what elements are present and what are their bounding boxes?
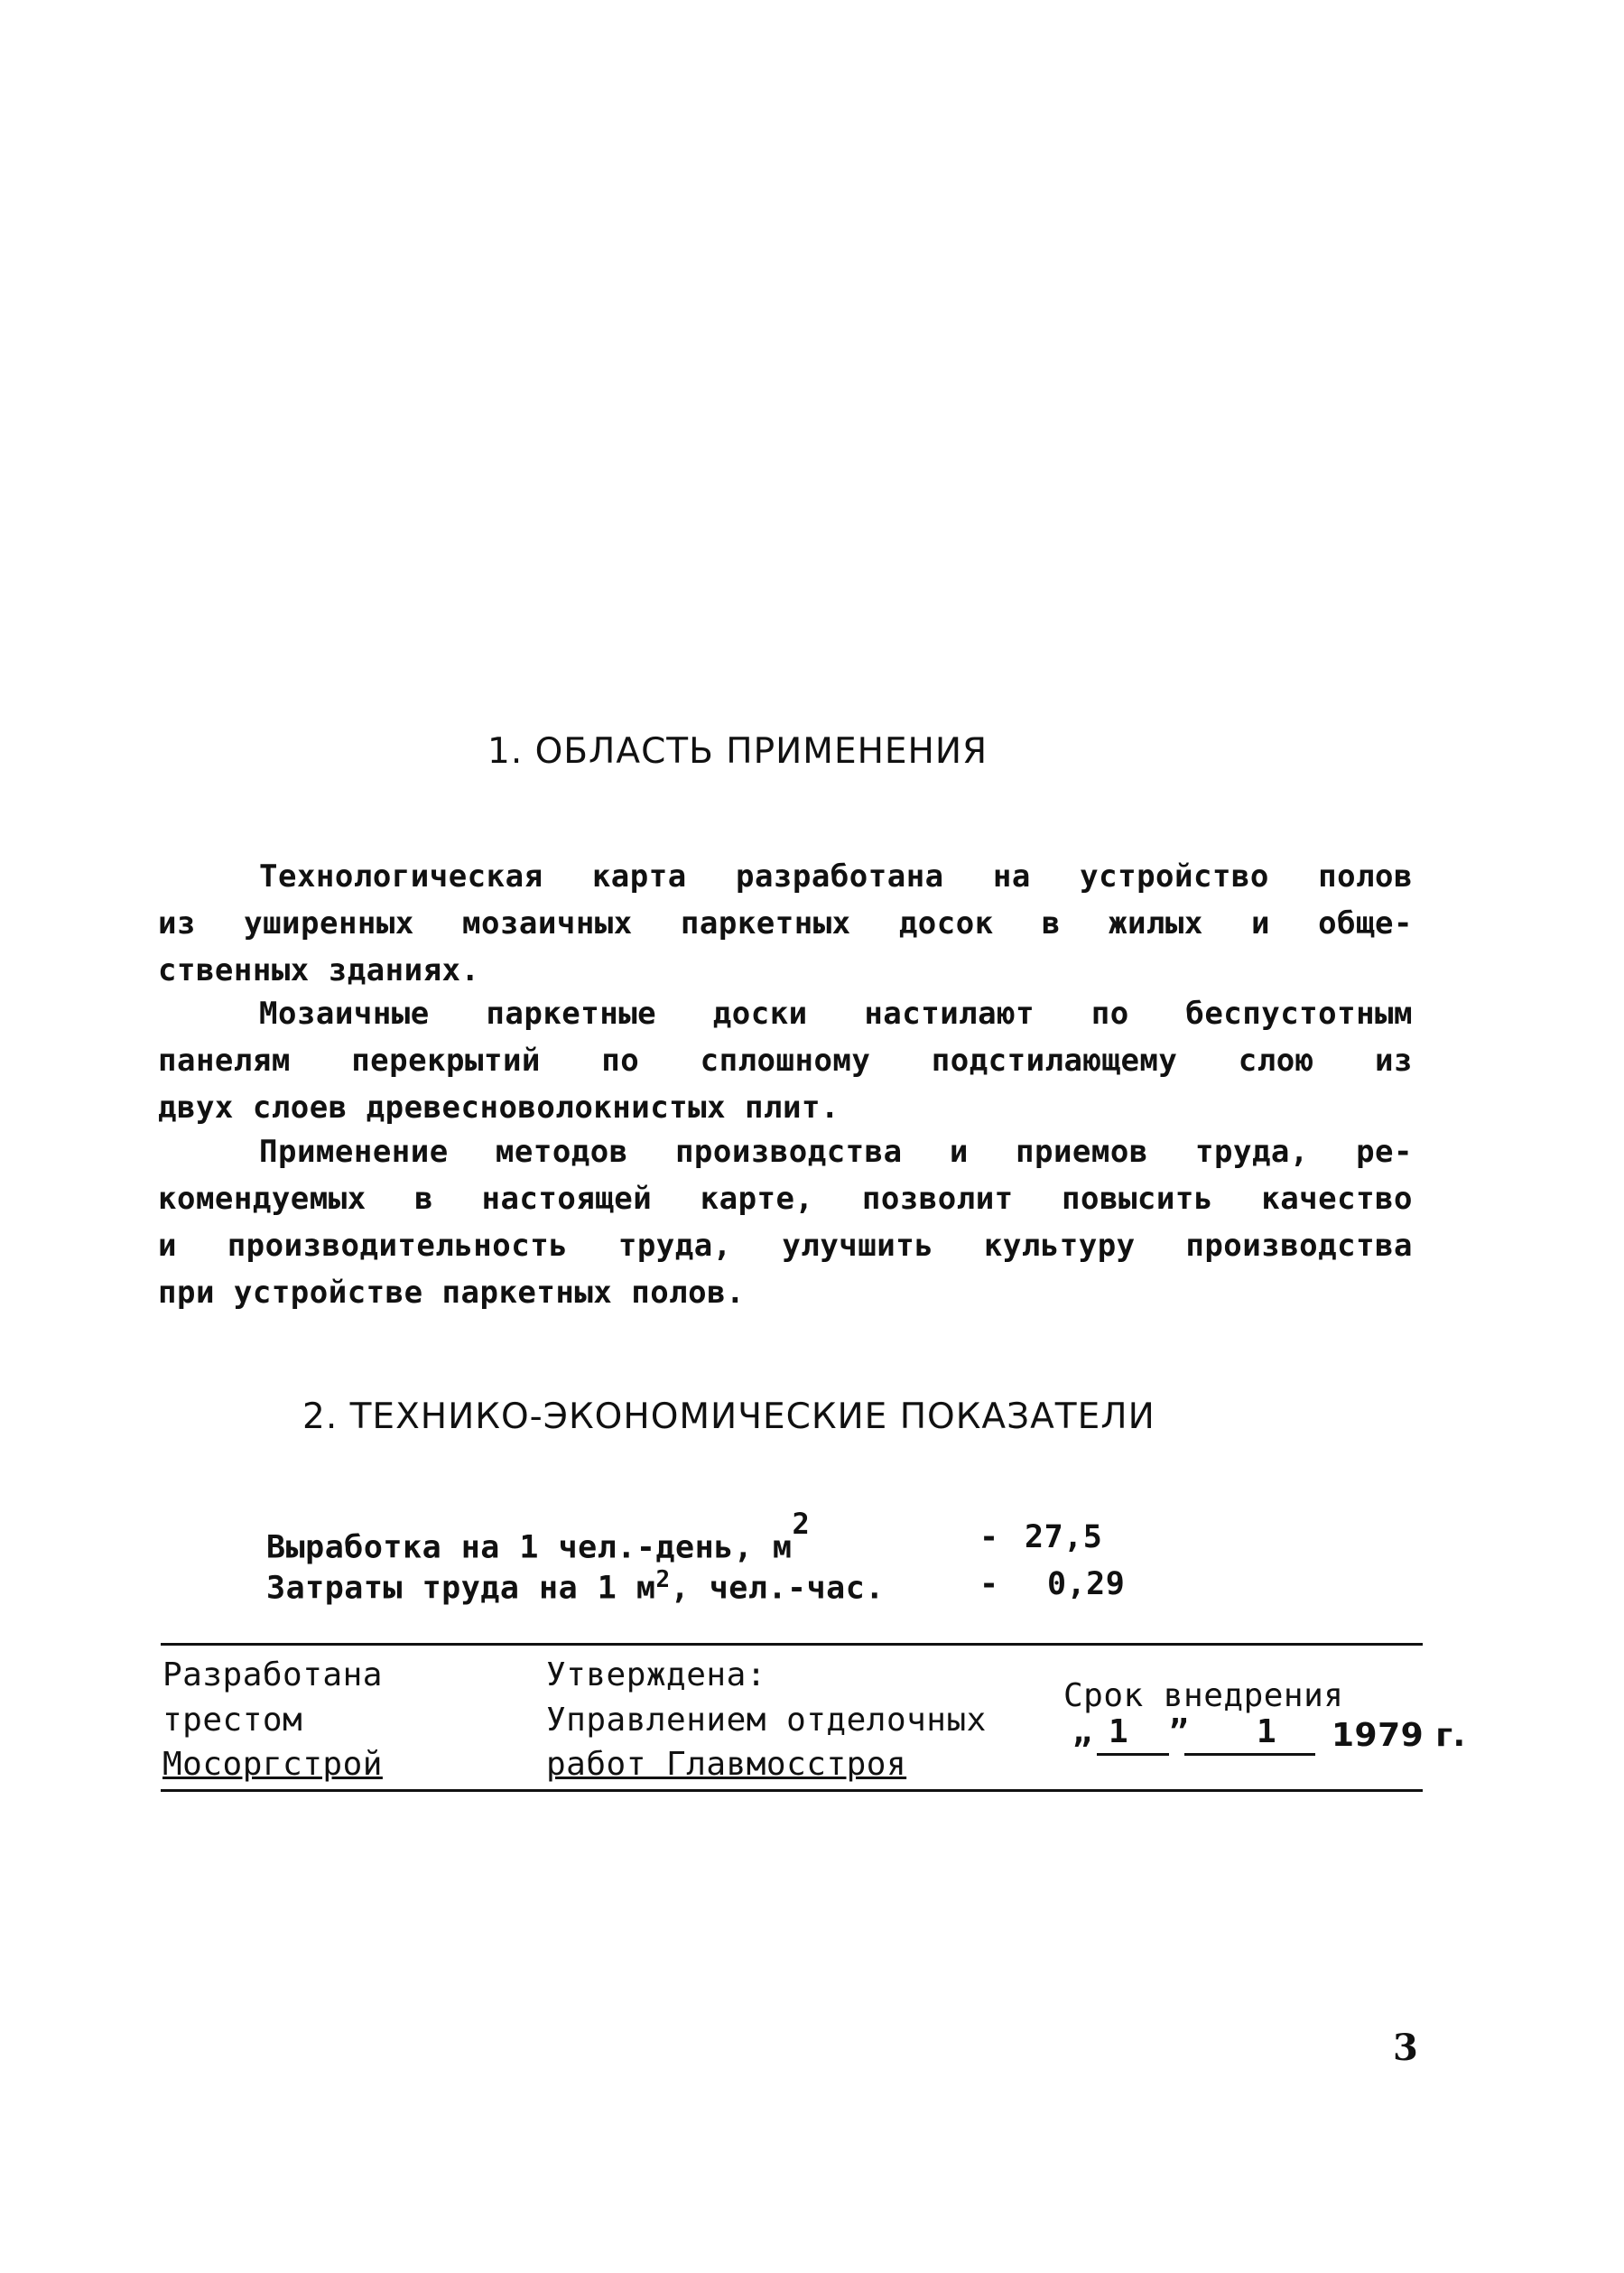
metric-output-value: 27,5	[1025, 1519, 1103, 1555]
metric-label-tail: , чел.-час.	[670, 1570, 885, 1607]
paragraph-line: двух слоев древесноволокнистых плит.	[158, 1090, 840, 1126]
paragraph-1	[158, 853, 1413, 994]
metric-labor-value: 0,29	[1047, 1566, 1126, 1602]
date-month-underline	[1184, 1753, 1315, 1756]
paragraph-line: комендуемых в настоящей карте, позволит повысить качество	[158, 1181, 1413, 1217]
paragraph-line: и производительность труда, улучшить культуру производства	[158, 1228, 1413, 1264]
paragraph-line: Мозаичные паркетные доски настилают по беспустотным	[259, 996, 1413, 1032]
approved-line-1: Утверждена:	[546, 1656, 766, 1693]
approval-top-rule	[161, 1643, 1423, 1646]
paragraph-line: панелям перекрытий по сплошному подстилающему слою из	[158, 1043, 1413, 1079]
metric-superscript: 2	[655, 1566, 671, 1593]
paragraph-3	[158, 1128, 1413, 1316]
developed-line-2: трестом	[162, 1702, 303, 1739]
implementation-label: Срок внедрения	[1063, 1677, 1344, 1714]
paragraph-line: из уширенных мозаичных паркетных досок в жилых и обще-	[158, 905, 1413, 942]
approval-bottom-rule	[161, 1789, 1423, 1792]
date-close-quote: ”	[1169, 1713, 1190, 1750]
date-day: 1	[1109, 1713, 1129, 1750]
date-open-quote: „	[1072, 1713, 1093, 1750]
page-number: 3	[1393, 2027, 1418, 2069]
date-day-underline	[1097, 1753, 1169, 1756]
section-1-heading: 1. ОБЛАСТЬ ПРИМЕНЕНИЯ	[487, 731, 988, 772]
section-2-heading: 2. ТЕХНИКО-ЭКОНОМИЧЕСКИЕ ПОКАЗАТЕЛИ	[302, 1396, 1155, 1437]
metric-output-dash: -	[979, 1519, 999, 1555]
paragraph-line: ственных зданиях.	[158, 952, 480, 988]
developed-line-1: Разработана	[162, 1656, 383, 1693]
approved-line-2: Управлением отделочных	[546, 1702, 987, 1739]
paragraph-line: Технологическая карта разработана на устройство полов	[259, 858, 1413, 895]
metric-labor-dash: -	[979, 1566, 999, 1602]
metric-label: Затраты труда на 1 м	[266, 1570, 656, 1607]
date-year: 1979 г.	[1332, 1717, 1466, 1754]
metric-output	[266, 1507, 811, 1566]
paragraph-line: Применение методов производства и приемов труда, ре-	[259, 1134, 1413, 1170]
paragraph-2	[158, 990, 1413, 1131]
paragraph-line: при устройстве паркетных полов.	[158, 1275, 746, 1311]
developed-line-3: Мосоргстрой	[162, 1746, 383, 1783]
metric-labor	[266, 1566, 885, 1607]
date-month: 1	[1257, 1713, 1277, 1750]
metric-label: Выработка на 1 чел.-день, м	[266, 1529, 793, 1566]
metric-superscript: 2	[792, 1507, 811, 1541]
approved-line-3: работ Главмосстроя	[546, 1746, 907, 1783]
